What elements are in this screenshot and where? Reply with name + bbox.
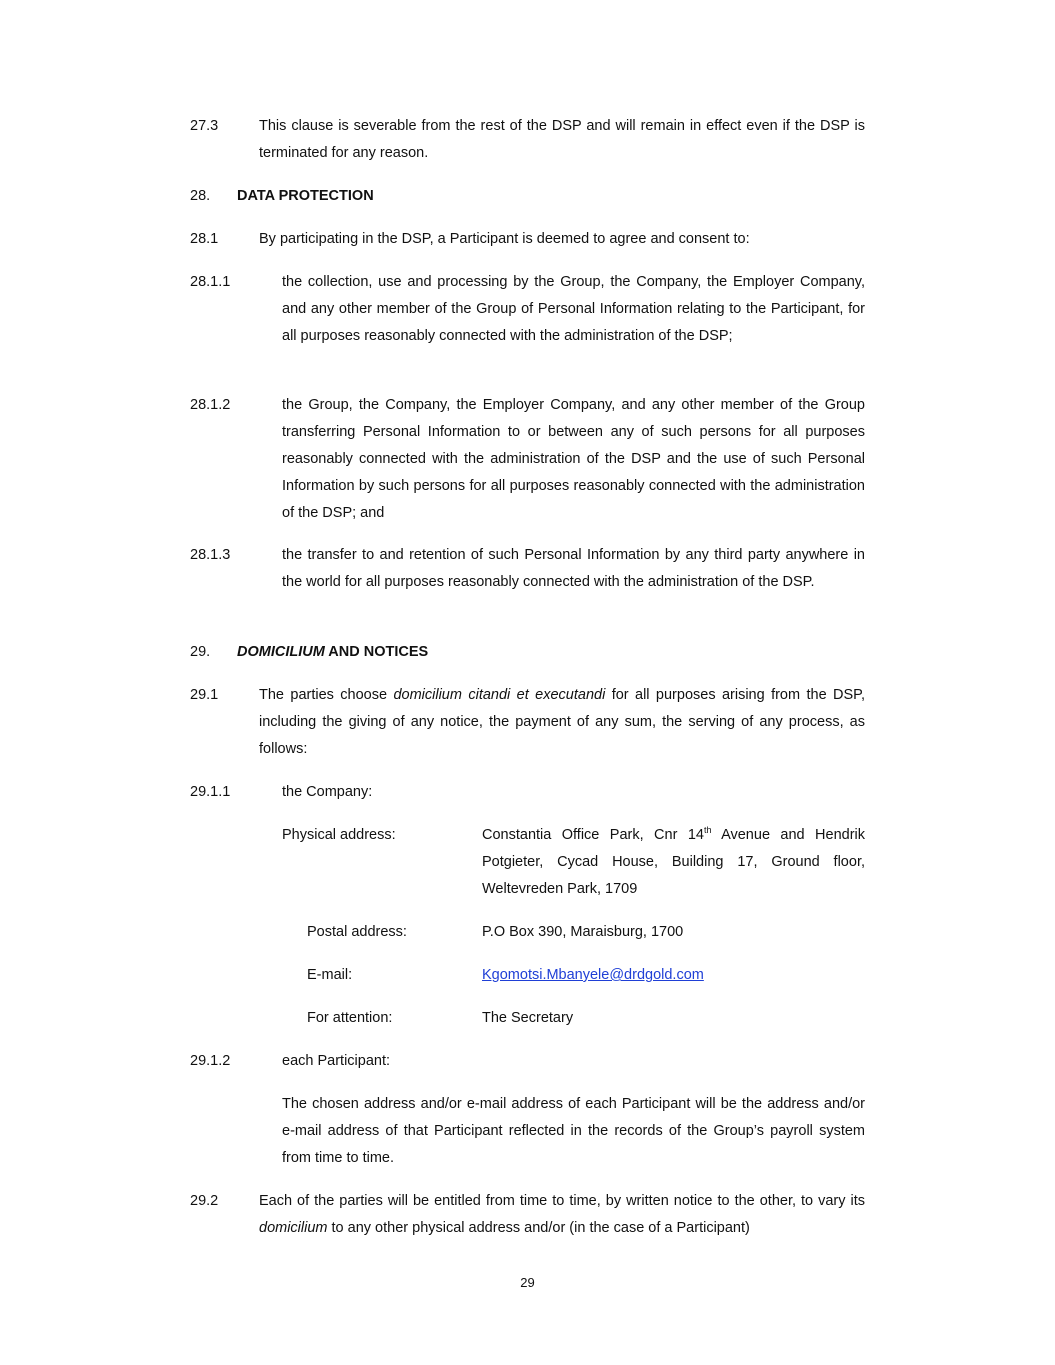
section-title — [237, 639, 865, 666]
clause-text: each Participant: — [282, 1053, 391, 1069]
clause-28-1-3 — [190, 542, 865, 596]
clause-number: 29.1 — [190, 687, 219, 703]
section-title-italic: DOMICILIUM — [237, 644, 325, 660]
clause-number: 29.2 — [190, 1193, 219, 1209]
clause-number: 28.1.3 — [190, 547, 231, 563]
clause-29-1-2 — [190, 1048, 865, 1075]
clause-text-italic: domicilium citandi et executandi — [393, 687, 606, 703]
clause-text: This clause is severable from the rest of the DSP and will remain in effect even if the DSP is terminated for any reason. — [259, 118, 865, 161]
clause-28-1-2 — [190, 392, 865, 527]
clause-number: 28.1.1 — [190, 274, 231, 290]
email-link[interactable]: Kgomotsi.Mbanyele@drdgold.com — [482, 967, 704, 983]
clause-29-2 — [190, 1188, 865, 1242]
clause-text-italic: domicilium — [259, 1220, 328, 1236]
clause-detail-text: The chosen address and/or e-mail address of each Participant will be the address and/or e-mail address of that Participant reflected in the records of the Group’s payroll system from time to time. — [282, 1096, 865, 1166]
page-number: 29 — [520, 1275, 535, 1290]
postal-address-value: P.O Box 390, Maraisburg, 1700 — [482, 924, 684, 940]
section-number: 28. — [190, 188, 211, 204]
clause-text: the collection, use and processing by the Group, the Company, the Employer Company, and any other member of the Group of Personal Information relating to the Participant, for all purposes reasonably connected with the administration of the DSP; — [282, 274, 865, 344]
physical-address-part: Avenue and Hendrik Potgieter, Cycad House, Building 17, Ground floor, Weltevreden Park, 1709 — [482, 827, 865, 897]
clause-number: 29.1.2 — [190, 1053, 231, 1069]
physical-address-part: Constantia Office Park, Cnr 14 — [482, 827, 704, 843]
physical-address-sup: th — [703, 825, 712, 836]
physical-address-label: Physical address: — [282, 827, 396, 843]
clause-number: 27.3 — [190, 118, 219, 134]
clause-text-pre: Each of the parties will be entitled from time to time, by written notice to the other, to vary its — [259, 1193, 865, 1209]
clause-29-1-2-detail — [190, 1091, 865, 1172]
email-value-wrap — [482, 962, 865, 989]
clause-text-post: to any other physical address and/or (in the case of a Participant) — [327, 1220, 750, 1236]
clause-29-1-1 — [190, 779, 865, 806]
clause-text: the transfer to and retention of such Personal Information by any third party anywhere in the world for all purposes reasonably connected with the administration of the DSP. — [282, 547, 865, 590]
clause-text — [259, 1188, 865, 1242]
clause-text: the Company: — [282, 784, 373, 800]
clause-text-pre: The parties choose — [259, 687, 394, 703]
attention-value: The Secretary — [482, 1010, 574, 1026]
physical-address-value — [482, 822, 865, 903]
section-number: 29. — [190, 644, 211, 660]
clause-text: the Group, the Company, the Employer Company, and any other member of the Group transferring Personal Information to or between any of such persons for all purposes reasonably connected with the administration of the DSP and the use of such Personal Information by such persons for all purposes reasonably connected with the administration of the DSP; and — [282, 397, 865, 521]
email-label: E-mail: — [307, 967, 353, 983]
clause-text: By participating in the DSP, a Participant is deemed to agree and consent to: — [259, 231, 750, 247]
clause-number: 28.1 — [190, 231, 219, 247]
clause-number: 28.1.2 — [190, 397, 231, 413]
clause-29-1 — [190, 682, 865, 763]
section-28-heading — [190, 183, 865, 210]
postal-address-label: Postal address: — [307, 924, 407, 940]
clause-number: 29.1.1 — [190, 784, 231, 800]
clause-text — [259, 682, 865, 763]
clause-28-1-1 — [190, 269, 865, 350]
clause-27-3 — [190, 113, 865, 167]
clause-text-post: for all purposes arising from the DSP, including the giving of any notice, the payment of any sum, the serving of any process, as follows: — [259, 687, 866, 757]
clause-28-1 — [190, 226, 865, 253]
section-29-heading — [190, 639, 865, 666]
section-title: DATA PROTECTION — [237, 188, 374, 204]
attention-label: For attention: — [307, 1010, 393, 1026]
section-title-rest: AND NOTICES — [324, 644, 429, 660]
